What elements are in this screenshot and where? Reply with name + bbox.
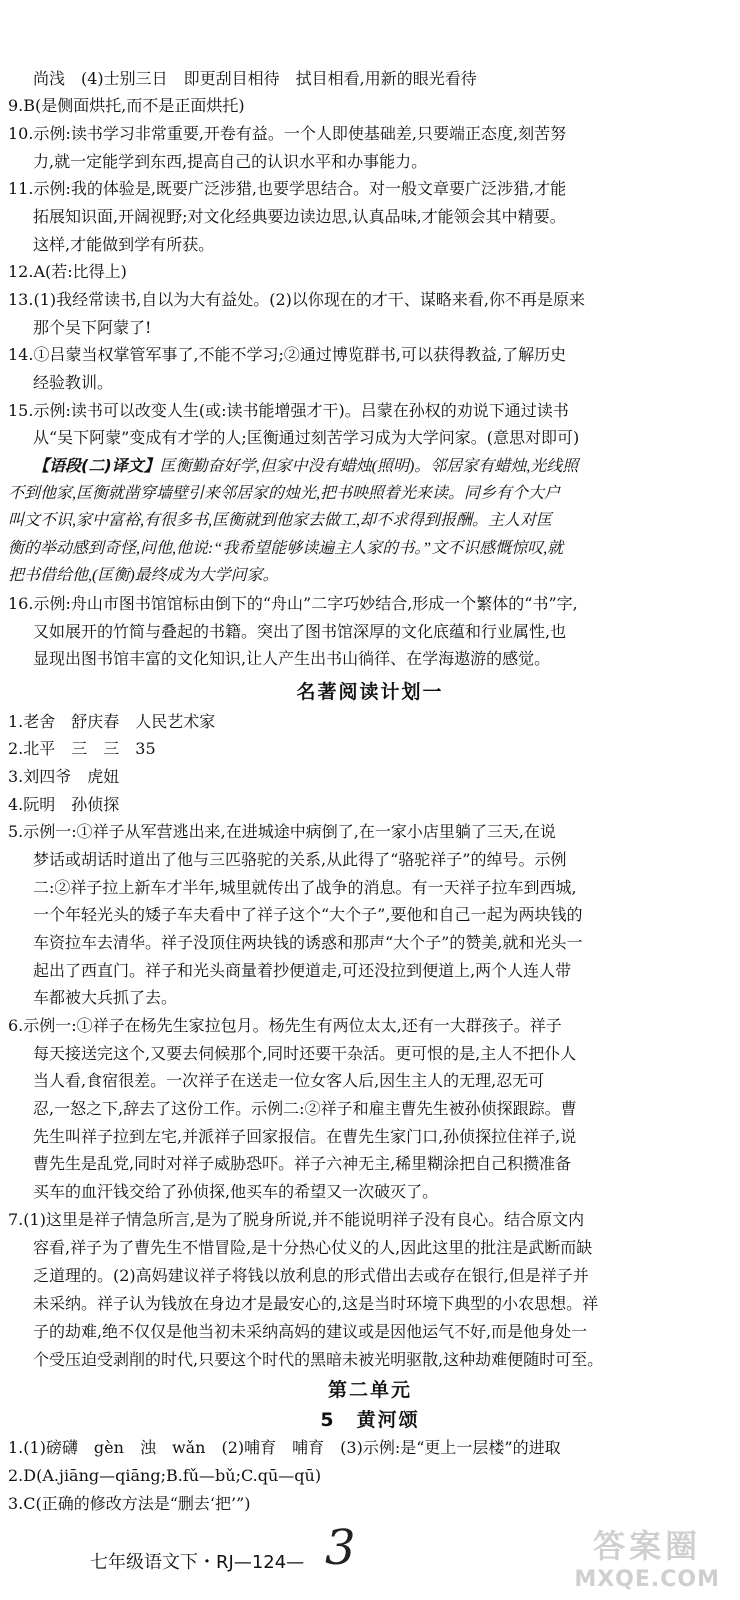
text-line: 显现出图书馆丰富的文化知识,让人产生出书山徜徉、在学海遨游的感觉。: [33, 649, 551, 669]
text-line: 16.示例:舟山市图书馆馆标由倒下的“舟山”二字巧妙结合,形成一个繁体的“书”字,: [8, 594, 578, 614]
text-line: 4.阮明 孙侦探: [8, 794, 120, 814]
translation-line: 把书借给他,(匡衡)最终成为大学问家。: [8, 567, 279, 585]
text-line: 车资拉车去清华。祥子没顶住两块钱的诱惑和那声“大个子”的赞美,就和光头一: [33, 933, 583, 953]
text-line: 车都被大兵抓了去。: [33, 988, 178, 1008]
watermark-url: MXQE.COM: [574, 1567, 720, 1592]
text-line: 又如展开的竹简与叠起的书籍。突出了图书馆深厚的文化底蕴和行业属性,也: [33, 621, 567, 641]
text-line: 尚浅 (4)士别三日 即更刮目相待 拭目相看,用新的眼光看待: [33, 68, 477, 88]
text-line: 子的劫难,绝不仅仅是他当初未采纳高妈的建议或是因他运气不好,而是他身处一: [33, 1321, 588, 1341]
text-line: 5.示例一:①祥子从军营逃出来,在进城途中病倒了,在一家小店里躺了三天,在说: [8, 822, 556, 842]
text-line: 先生叫祥子拉到左宅,并派祥子回家报信。在曹先生家门口,孙侦探拉住祥子,说: [33, 1126, 577, 1146]
text-line: 曹先生是乱党,同时对祥子威胁恐吓。祥子六神无主,稀里糊涂把自己积攒准备: [33, 1154, 572, 1174]
text-line: 13.(1)我经常读书,自以为大有益处。(2)以你现在的才干、谋略来看,你不再是原来: [8, 289, 585, 309]
text-line: 3.C(正确的修改方法是“删去‘把’”): [8, 1493, 251, 1513]
text-line: 二:②祥子拉上新车才半年,城里就传出了战争的消息。有一天祥子拉车到西城,: [33, 877, 577, 897]
translation-line: [33, 452, 740, 480]
text-line: 忍,一怒之下,辞去了这份工作。示例二:②祥子和雇主曹先生被孙侦探跟踪。曹: [33, 1098, 577, 1118]
text-line: 从“吴下阿蒙”变成有才学的人;匡衡通过刻苦学习成为大学问家。(意思对即可): [33, 428, 580, 448]
translation-line: 衡的举动感到奇怪,问他,他说:“我希望能够读遍主人家的书。”文不识感慨惊叹,就: [8, 539, 564, 557]
translation-line: 叫文不识,家中富裕,有很多书,匡衡就到他家去做工,却不求得到报酬。主人对匡: [8, 512, 553, 530]
text-line: 1.老舍 舒庆春 人民艺术家: [8, 711, 216, 731]
text-line: 2.北平 三 三 35: [8, 739, 156, 759]
text-line: 12.A(若:比得上): [8, 262, 127, 282]
text-line: 那个吴下阿蒙了!: [33, 317, 152, 337]
text-line: 一个年轻光头的矮子车夫看中了祥子这个“大个子”,要他和自己一起为两块钱的: [33, 905, 583, 925]
text-line: 拓展知识面,开阔视野;对文化经典要边读边思,认真品味,才能领会其中精要。: [33, 207, 566, 227]
translation-label: 【语段(二)译文】: [33, 455, 160, 475]
text-line: 当人看,食宿很差。一次祥子在送走一位女客人后,因生主人的无理,忍无可: [33, 1071, 545, 1091]
text-line: 14.①吕蒙当权掌管军事了,不能不学习;②通过博览群书,可以获得教益,了解历史: [8, 345, 567, 365]
watermark: [574, 1521, 720, 1592]
text-line: 这样,才能做到学有所获。: [33, 234, 215, 254]
handwritten-page-number: 3: [325, 1520, 356, 1576]
text-line: 6.示例一:①祥子在杨先生家拉包月。杨先生有两位太太,还有一大群孩子。祥子: [8, 1015, 562, 1035]
text-line: 每天接送完这个,又要去伺候那个,同时还要干杂活。更可恨的是,主人不把仆人: [33, 1043, 577, 1063]
watermark-logo: 答案圈: [593, 1527, 702, 1565]
text-line: 1.(1)磅礴 gèn 浊 wǎn (2)哺育 哺育 (3)示例:是“更上一层楼”的进取: [8, 1437, 561, 1457]
text-line: 容看,祥子为了曹先生不惜冒险,是十分热心仗义的人,因此这里的批注是武断而缺: [33, 1237, 593, 1257]
text-line: 个受压迫受剥削的时代,只要这个时代的黑暗未被光明驱散,这种劫难便随时可至。: [33, 1349, 604, 1369]
text-line: 买车的血汗钱交给了孙侦探,他买车的希望又一次破灭了。: [33, 1181, 439, 1201]
text-line: 起出了西直门。祥子和光头商量着抄便道走,可还没拉到便道上,两个人连人带: [33, 960, 572, 980]
page-footer: 七年级语文下・RJ—124—: [90, 1552, 305, 1573]
translation-text: 匡衡勤奋好学,但家中没有蜡烛(照明)。邻居家有蜡烛,光线照: [159, 457, 579, 475]
text-line: 经验教训。: [33, 372, 114, 392]
translation-line: 不到他家,匡衡就凿穿墙壁引来邻居家的烛光,把书映照着光来读。同乡有个大户: [8, 484, 561, 502]
text-line: 2.D(A.jiāng—qiāng;B.fǔ—bǔ;C.qū—qū): [8, 1465, 322, 1485]
section-heading: 名著阅读计划一: [296, 680, 444, 703]
text-line: 11.示例:我的体验是,既要广泛涉猎,也要学思结合。对一般文章要广泛涉猎,才能: [8, 179, 567, 199]
text-line: 梦话或胡话时道出了他与三匹骆驼的关系,从此得了“骆驼祥子”的绰号。示例: [33, 850, 567, 870]
text-line: 15.示例:读书可以改变人生(或:读书能增强才干)。吕蒙在孙权的劝说下通过读书: [8, 400, 569, 420]
text-line: 乏道理的。(2)高妈建议祥子将钱以放利息的形式借出去或存在银行,但是祥子并: [33, 1265, 589, 1285]
text-line: 9.B(是侧面烘托,而不是正面烘托): [8, 96, 245, 116]
text-line: 10.示例:读书学习非常重要,开卷有益。一个人即使基础差,只要端正态度,刻苦努: [8, 124, 567, 144]
section-heading: 第二单元: [327, 1378, 412, 1401]
text-line: 7.(1)这里是祥子情急所言,是为了脱身所说,并不能说明祥子没有良心。结合原文内: [8, 1209, 585, 1229]
section-heading: 5 黄河颂: [320, 1408, 420, 1431]
text-line: 力,就一定能学到东西,提高自己的认识水平和办事能力。: [33, 151, 428, 171]
text-line: 3.刘四爷 虎妞: [8, 767, 120, 787]
text-line: 未采纳。祥子认为钱放在身边才是最安心的,这是当时环境下典型的小农思想。祥: [33, 1293, 599, 1313]
